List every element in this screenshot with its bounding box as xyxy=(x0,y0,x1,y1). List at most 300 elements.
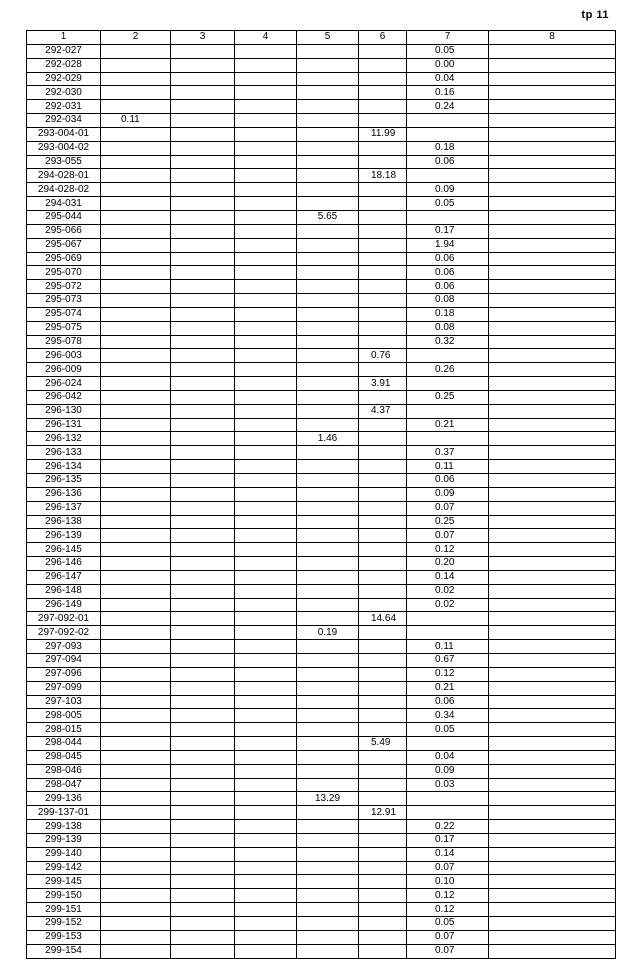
table-row xyxy=(27,390,616,404)
column-4-cell xyxy=(235,363,297,377)
column-3-cell xyxy=(171,861,235,875)
table-row xyxy=(27,723,616,737)
column-5-cell xyxy=(297,183,359,197)
column-5-cell xyxy=(297,72,359,86)
column-header-2: 2 xyxy=(101,31,171,45)
table-row xyxy=(27,86,616,100)
table-row xyxy=(27,114,616,128)
column-5-cell xyxy=(297,723,359,737)
column-2-cell xyxy=(101,252,171,266)
column-2-cell xyxy=(101,903,171,917)
column-4-cell xyxy=(235,72,297,86)
column-6-cell xyxy=(359,598,407,612)
column-7-cell: 0.10 xyxy=(407,875,489,889)
column-7-cell: 0.09 xyxy=(407,764,489,778)
column-7-cell: 0.12 xyxy=(407,889,489,903)
column-4-cell xyxy=(235,750,297,764)
column-4-cell xyxy=(235,695,297,709)
column-3-cell xyxy=(171,169,235,183)
row-id-cell: 296-139 xyxy=(27,529,101,543)
column-2-cell xyxy=(101,820,171,834)
column-3-cell xyxy=(171,640,235,654)
table-row xyxy=(27,141,616,155)
column-6-cell: 18.18 xyxy=(359,169,407,183)
column-7-cell: 0.25 xyxy=(407,515,489,529)
row-id-cell: 297-092-01 xyxy=(27,612,101,626)
column-4-cell xyxy=(235,917,297,931)
column-4-cell xyxy=(235,307,297,321)
column-8-cell xyxy=(489,570,616,584)
column-8-cell xyxy=(489,474,616,488)
table-row xyxy=(27,681,616,695)
row-id-cell: 292-034 xyxy=(27,114,101,128)
column-3-cell xyxy=(171,100,235,114)
table-row xyxy=(27,197,616,211)
column-5-cell xyxy=(297,833,359,847)
column-5-cell xyxy=(297,903,359,917)
column-3-cell xyxy=(171,86,235,100)
column-7-cell: 0.16 xyxy=(407,86,489,100)
column-2-cell xyxy=(101,709,171,723)
column-3-cell xyxy=(171,764,235,778)
column-6-cell xyxy=(359,432,407,446)
column-8-cell xyxy=(489,446,616,460)
column-6-cell xyxy=(359,86,407,100)
column-3-cell xyxy=(171,515,235,529)
column-8-cell xyxy=(489,723,616,737)
table-row xyxy=(27,280,616,294)
column-header-8: 8 xyxy=(489,31,616,45)
column-2-cell xyxy=(101,335,171,349)
column-8-cell xyxy=(489,487,616,501)
row-id-cell: 296-131 xyxy=(27,418,101,432)
table-body xyxy=(27,44,616,958)
row-id-cell: 292-027 xyxy=(27,44,101,58)
row-id-cell: 295-072 xyxy=(27,280,101,294)
column-7-cell: 0.07 xyxy=(407,529,489,543)
column-7-cell: 0.32 xyxy=(407,335,489,349)
row-id-cell: 292-028 xyxy=(27,58,101,72)
table-row xyxy=(27,903,616,917)
column-8-cell xyxy=(489,155,616,169)
column-2-cell xyxy=(101,557,171,571)
column-5-cell xyxy=(297,266,359,280)
table-row xyxy=(27,764,616,778)
table-row xyxy=(27,667,616,681)
column-7-cell: 0.11 xyxy=(407,460,489,474)
column-4-cell xyxy=(235,930,297,944)
column-3-cell xyxy=(171,114,235,128)
column-4-cell xyxy=(235,515,297,529)
column-6-cell xyxy=(359,944,407,958)
row-id-cell: 299-137-01 xyxy=(27,806,101,820)
row-id-cell: 296-003 xyxy=(27,349,101,363)
column-7-cell: 0.07 xyxy=(407,944,489,958)
column-2-cell xyxy=(101,432,171,446)
row-id-cell: 296-024 xyxy=(27,377,101,391)
column-7-cell: 0.09 xyxy=(407,487,489,501)
column-2-cell xyxy=(101,640,171,654)
row-id-cell: 294-031 xyxy=(27,197,101,211)
column-5-cell xyxy=(297,889,359,903)
column-6-cell xyxy=(359,917,407,931)
column-5-cell xyxy=(297,695,359,709)
column-8-cell xyxy=(489,681,616,695)
table-row xyxy=(27,833,616,847)
column-8-cell xyxy=(489,709,616,723)
column-5-cell xyxy=(297,169,359,183)
column-7-cell: 0.05 xyxy=(407,44,489,58)
column-6-cell xyxy=(359,294,407,308)
column-6-cell xyxy=(359,58,407,72)
column-2-cell xyxy=(101,930,171,944)
column-8-cell xyxy=(489,404,616,418)
column-2-cell xyxy=(101,501,171,515)
column-3-cell xyxy=(171,543,235,557)
table-row xyxy=(27,640,616,654)
column-8-cell xyxy=(489,86,616,100)
row-id-cell: 299-138 xyxy=(27,820,101,834)
column-4-cell xyxy=(235,335,297,349)
column-5-cell xyxy=(297,58,359,72)
column-6-cell xyxy=(359,515,407,529)
column-7-cell: 0.11 xyxy=(407,640,489,654)
column-6-cell xyxy=(359,792,407,806)
row-id-cell: 299-139 xyxy=(27,833,101,847)
table-row xyxy=(27,266,616,280)
column-2-cell xyxy=(101,238,171,252)
column-2-cell xyxy=(101,792,171,806)
column-8-cell xyxy=(489,930,616,944)
row-id-cell: 297-092-02 xyxy=(27,626,101,640)
column-4-cell xyxy=(235,570,297,584)
column-4-cell xyxy=(235,944,297,958)
header-row xyxy=(27,31,616,45)
column-6-cell: 11.99 xyxy=(359,127,407,141)
row-id-cell: 295-067 xyxy=(27,238,101,252)
column-2-cell xyxy=(101,529,171,543)
column-2-cell xyxy=(101,72,171,86)
column-7-cell: 0.05 xyxy=(407,723,489,737)
column-3-cell xyxy=(171,667,235,681)
column-8-cell xyxy=(489,252,616,266)
column-6-cell: 14.64 xyxy=(359,612,407,626)
column-2-cell xyxy=(101,307,171,321)
row-id-cell: 298-044 xyxy=(27,737,101,751)
column-7-cell: 0.14 xyxy=(407,847,489,861)
table-row xyxy=(27,543,616,557)
column-7-cell: 0.05 xyxy=(407,917,489,931)
column-2-cell xyxy=(101,460,171,474)
column-5-cell: 5.65 xyxy=(297,210,359,224)
column-7-cell xyxy=(407,210,489,224)
table-row xyxy=(27,44,616,58)
table-row xyxy=(27,806,616,820)
table-row xyxy=(27,335,616,349)
column-4-cell xyxy=(235,501,297,515)
column-3-cell xyxy=(171,197,235,211)
column-6-cell xyxy=(359,280,407,294)
column-4-cell xyxy=(235,598,297,612)
column-5-cell xyxy=(297,390,359,404)
column-5-cell xyxy=(297,764,359,778)
row-id-cell: 295-074 xyxy=(27,307,101,321)
column-3-cell xyxy=(171,266,235,280)
row-id-cell: 295-044 xyxy=(27,210,101,224)
column-8-cell xyxy=(489,58,616,72)
column-5-cell xyxy=(297,861,359,875)
table-row xyxy=(27,750,616,764)
column-4-cell xyxy=(235,377,297,391)
data-table xyxy=(26,30,616,959)
column-2-cell xyxy=(101,266,171,280)
column-4-cell xyxy=(235,100,297,114)
row-id-cell: 295-075 xyxy=(27,321,101,335)
column-7-cell: 0.04 xyxy=(407,72,489,86)
column-2-cell xyxy=(101,515,171,529)
column-3-cell xyxy=(171,653,235,667)
table-row xyxy=(27,737,616,751)
column-2-cell xyxy=(101,127,171,141)
row-id-cell: 295-070 xyxy=(27,266,101,280)
column-7-cell: 0.00 xyxy=(407,58,489,72)
column-4-cell xyxy=(235,626,297,640)
row-id-cell: 293-055 xyxy=(27,155,101,169)
column-2-cell xyxy=(101,833,171,847)
column-7-cell: 0.37 xyxy=(407,446,489,460)
column-3-cell xyxy=(171,58,235,72)
column-7-cell: 0.08 xyxy=(407,294,489,308)
table-row xyxy=(27,307,616,321)
column-4-cell xyxy=(235,197,297,211)
column-4-cell xyxy=(235,280,297,294)
column-2-cell xyxy=(101,280,171,294)
column-4-cell xyxy=(235,778,297,792)
column-7-cell: 0.12 xyxy=(407,667,489,681)
column-6-cell xyxy=(359,446,407,460)
column-3-cell xyxy=(171,681,235,695)
column-3-cell xyxy=(171,709,235,723)
column-8-cell xyxy=(489,335,616,349)
column-5-cell xyxy=(297,100,359,114)
column-3-cell xyxy=(171,930,235,944)
column-5-cell xyxy=(297,653,359,667)
column-4-cell xyxy=(235,252,297,266)
column-4-cell xyxy=(235,321,297,335)
column-3-cell xyxy=(171,44,235,58)
row-id-cell: 299-136 xyxy=(27,792,101,806)
column-3-cell xyxy=(171,903,235,917)
column-header-4: 4 xyxy=(235,31,297,45)
column-6-cell xyxy=(359,487,407,501)
table-row xyxy=(27,889,616,903)
table-row xyxy=(27,224,616,238)
column-7-cell: 0.67 xyxy=(407,653,489,667)
table-row xyxy=(27,100,616,114)
column-4-cell xyxy=(235,141,297,155)
row-id-cell: 296-133 xyxy=(27,446,101,460)
table-row xyxy=(27,460,616,474)
column-8-cell xyxy=(489,390,616,404)
column-7-cell: 0.06 xyxy=(407,155,489,169)
column-7-cell xyxy=(407,626,489,640)
column-8-cell xyxy=(489,653,616,667)
row-id-cell: 298-046 xyxy=(27,764,101,778)
column-4-cell xyxy=(235,183,297,197)
table-row xyxy=(27,584,616,598)
column-4-cell xyxy=(235,418,297,432)
column-2-cell xyxy=(101,612,171,626)
column-8-cell xyxy=(489,944,616,958)
column-7-cell: 0.21 xyxy=(407,681,489,695)
column-4-cell xyxy=(235,460,297,474)
column-3-cell xyxy=(171,141,235,155)
column-4-cell xyxy=(235,764,297,778)
column-4-cell xyxy=(235,294,297,308)
column-6-cell xyxy=(359,584,407,598)
column-3-cell xyxy=(171,349,235,363)
column-2-cell xyxy=(101,875,171,889)
column-5-cell xyxy=(297,487,359,501)
column-3-cell xyxy=(171,529,235,543)
column-5-cell xyxy=(297,197,359,211)
row-id-cell: 297-099 xyxy=(27,681,101,695)
column-7-cell: 0.05 xyxy=(407,197,489,211)
column-6-cell: 4.37 xyxy=(359,404,407,418)
table-row xyxy=(27,847,616,861)
row-id-cell: 295-078 xyxy=(27,335,101,349)
row-id-cell: 296-145 xyxy=(27,543,101,557)
column-2-cell xyxy=(101,294,171,308)
column-8-cell xyxy=(489,418,616,432)
column-4-cell xyxy=(235,487,297,501)
column-4-cell xyxy=(235,390,297,404)
column-3-cell xyxy=(171,321,235,335)
column-5-cell xyxy=(297,681,359,695)
column-4-cell xyxy=(235,127,297,141)
column-header-1: 1 xyxy=(27,31,101,45)
column-6-cell xyxy=(359,695,407,709)
column-3-cell xyxy=(171,626,235,640)
column-4-cell xyxy=(235,446,297,460)
column-8-cell xyxy=(489,238,616,252)
column-7-cell: 0.02 xyxy=(407,598,489,612)
column-5-cell xyxy=(297,141,359,155)
column-5-cell xyxy=(297,44,359,58)
column-4-cell xyxy=(235,474,297,488)
column-2-cell xyxy=(101,944,171,958)
table-row xyxy=(27,474,616,488)
column-4-cell xyxy=(235,806,297,820)
column-3-cell xyxy=(171,294,235,308)
column-3-cell xyxy=(171,737,235,751)
column-8-cell xyxy=(489,183,616,197)
column-6-cell xyxy=(359,210,407,224)
column-6-cell: 12.91 xyxy=(359,806,407,820)
row-id-cell: 299-151 xyxy=(27,903,101,917)
column-4-cell xyxy=(235,529,297,543)
column-5-cell: 0.19 xyxy=(297,626,359,640)
table-row xyxy=(27,570,616,584)
row-id-cell: 299-154 xyxy=(27,944,101,958)
column-3-cell xyxy=(171,833,235,847)
column-4-cell xyxy=(235,833,297,847)
column-3-cell xyxy=(171,584,235,598)
column-3-cell xyxy=(171,252,235,266)
column-8-cell xyxy=(489,626,616,640)
column-5-cell xyxy=(297,460,359,474)
column-6-cell xyxy=(359,321,407,335)
row-id-cell: 296-132 xyxy=(27,432,101,446)
column-2-cell xyxy=(101,141,171,155)
column-3-cell xyxy=(171,363,235,377)
column-5-cell: 13.29 xyxy=(297,792,359,806)
column-8-cell xyxy=(489,515,616,529)
column-5-cell xyxy=(297,474,359,488)
column-4-cell xyxy=(235,861,297,875)
table-row xyxy=(27,210,616,224)
column-8-cell xyxy=(489,141,616,155)
column-3-cell xyxy=(171,598,235,612)
column-5-cell xyxy=(297,114,359,128)
table-row xyxy=(27,252,616,266)
column-5-cell xyxy=(297,598,359,612)
column-5-cell xyxy=(297,515,359,529)
column-4-cell xyxy=(235,44,297,58)
column-8-cell xyxy=(489,764,616,778)
column-2-cell xyxy=(101,667,171,681)
column-7-cell: 0.18 xyxy=(407,307,489,321)
column-5-cell xyxy=(297,224,359,238)
row-id-cell: 299-142 xyxy=(27,861,101,875)
column-6-cell xyxy=(359,820,407,834)
column-6-cell xyxy=(359,750,407,764)
column-5-cell: 1.46 xyxy=(297,432,359,446)
column-5-cell xyxy=(297,294,359,308)
column-3-cell xyxy=(171,806,235,820)
column-6-cell xyxy=(359,460,407,474)
column-5-cell xyxy=(297,557,359,571)
column-8-cell xyxy=(489,72,616,86)
column-3-cell xyxy=(171,377,235,391)
column-5-cell xyxy=(297,806,359,820)
table-row xyxy=(27,321,616,335)
table-row xyxy=(27,432,616,446)
column-3-cell xyxy=(171,695,235,709)
column-4-cell xyxy=(235,224,297,238)
column-4-cell xyxy=(235,210,297,224)
column-7-cell xyxy=(407,349,489,363)
column-2-cell xyxy=(101,349,171,363)
table-row xyxy=(27,515,616,529)
column-7-cell: 0.14 xyxy=(407,570,489,584)
column-6-cell xyxy=(359,155,407,169)
column-3-cell xyxy=(171,474,235,488)
column-6-cell xyxy=(359,847,407,861)
column-5-cell xyxy=(297,280,359,294)
column-8-cell xyxy=(489,917,616,931)
column-2-cell xyxy=(101,695,171,709)
column-7-cell xyxy=(407,114,489,128)
column-6-cell xyxy=(359,100,407,114)
column-3-cell xyxy=(171,183,235,197)
column-7-cell: 0.20 xyxy=(407,557,489,571)
column-7-cell: 0.07 xyxy=(407,501,489,515)
row-id-cell: 299-152 xyxy=(27,917,101,931)
column-3-cell xyxy=(171,418,235,432)
column-3-cell xyxy=(171,612,235,626)
column-6-cell xyxy=(359,266,407,280)
